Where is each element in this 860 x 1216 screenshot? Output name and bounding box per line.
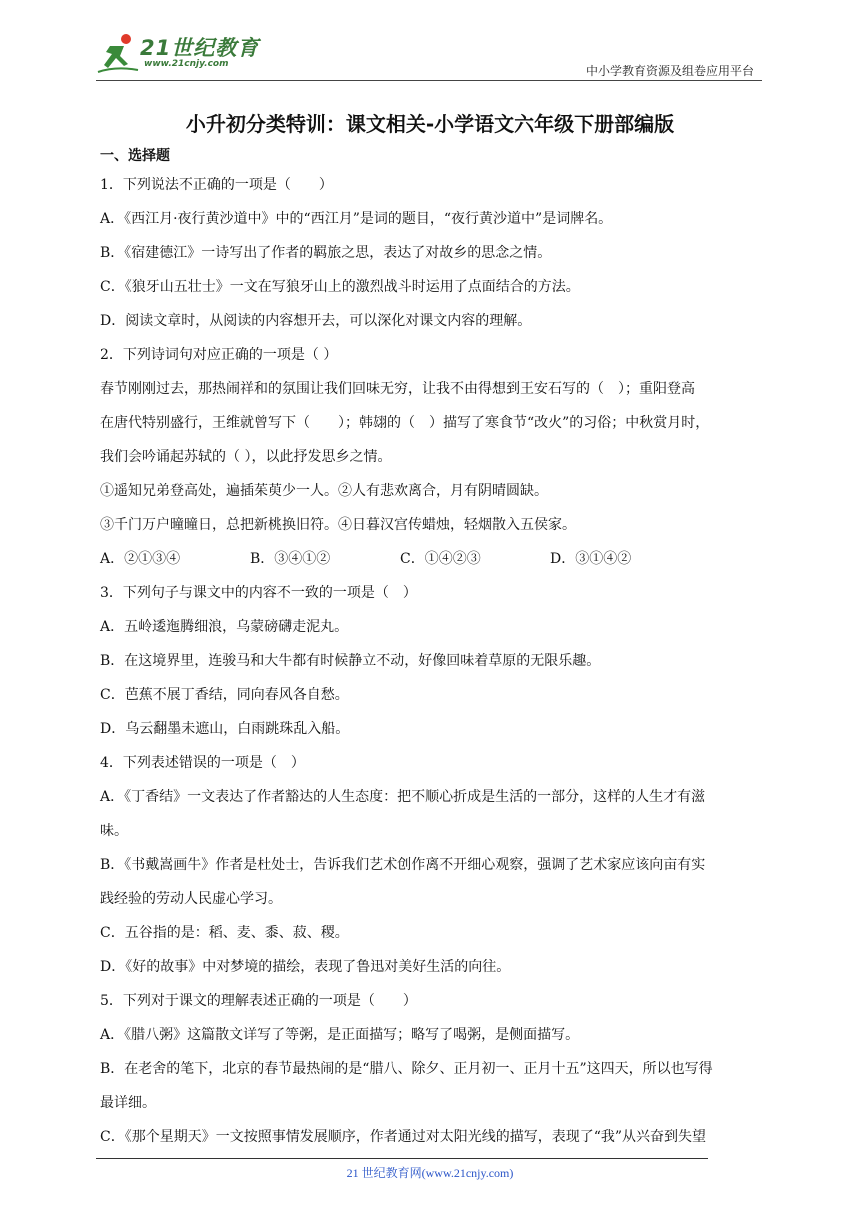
document-body xyxy=(100,144,766,1154)
header-divider xyxy=(96,80,762,81)
q2-options xyxy=(100,542,766,576)
text-line: B．《宿建德江》一诗写出了作者的羁旅之思，表达了对故乡的思念之情。 xyxy=(100,245,552,261)
text-line: 践经验的劳动人民虚心学习。 xyxy=(100,891,282,907)
logo-url: www.21cnjy.com xyxy=(144,59,229,69)
option-a: A．②①③④ xyxy=(100,551,181,567)
text-line: 我们会吟诵起苏轼的（ ），以此抒发思乡之情。 xyxy=(100,449,392,465)
text-line: A．《腊八粥》这篇散文详写了等粥，是正面描写；略写了喝粥，是侧面描写。 xyxy=(100,1027,580,1043)
platform-name: 中小学教育资源及组卷应用平台 xyxy=(585,64,754,78)
option-c: C．①④②③ xyxy=(400,551,481,567)
option-d: D．③①④② xyxy=(550,551,632,567)
option-b: B．③④①② xyxy=(250,551,331,567)
text-line: D．阅读文章时，从阅读的内容想开去，可以深化对课文内容的理解。 xyxy=(100,313,532,329)
text-line: 味。 xyxy=(100,823,128,839)
text-line: C．五谷指的是：稻、麦、黍、菽、稷。 xyxy=(100,925,349,941)
page-header xyxy=(96,28,762,82)
text-line: A．《丁香结》一文表达了作者豁达的人生态度：把不顺心折成是生活的一部分，这样的人生才有滋 xyxy=(100,789,706,805)
footer-divider xyxy=(96,1158,708,1159)
runner-logo-icon xyxy=(96,32,140,76)
text-line: 2．下列诗词句对应正确的一项是（ ） xyxy=(100,347,338,363)
text-line: A．五岭逶迤腾细浪，乌蒙磅礴走泥丸。 xyxy=(100,619,349,635)
text-line: 4．下列表述错误的一项是（ ） xyxy=(100,755,305,771)
text-line: C．《那个星期天》一文按照事情发展顺序，作者通过对太阳光线的描写，表现了“我”从兴奋到失望 xyxy=(100,1129,707,1145)
footer-link[interactable]: 21 世纪教育网(www.21cnjy.com) xyxy=(346,1166,514,1180)
text-line: 3．下列句子与课文中的内容不一致的一项是（ ） xyxy=(100,585,417,601)
section-heading: 一、选择题 xyxy=(100,148,170,164)
text-line: 1．下列说法不正确的一项是（ ） xyxy=(100,177,333,193)
text-line: C．《狼牙山五壮士》一文在写狼牙山上的激烈战斗时运用了点面结合的方法。 xyxy=(100,279,580,295)
text-line: ①遥知兄弟登高处，遍插茱萸少一人。②人有悲欢离合，月有阴晴圆缺。 xyxy=(100,483,548,499)
text-line: D．《好的故事》中对梦境的描绘，表现了鲁迅对美好生活的向往。 xyxy=(100,959,511,975)
text-line: 5．下列对于课文的理解表述正确的一项是（ ） xyxy=(100,993,417,1009)
text-line: ③千门万户曈曈日，总把新桃换旧符。④日暮汉宫传蜡烛，轻烟散入五侯家。 xyxy=(100,517,576,533)
document-title: 小升初分类特训：课文相关-小学语文六年级下册部编版 xyxy=(185,112,675,136)
text-line: D．乌云翻墨未遮山，白雨跳珠乱入船。 xyxy=(100,721,350,737)
text-line: 在唐代特别盛行，王维就曾写下（ ）；韩翃的（ ）描写了寒食节“改火”的习俗；中秋赏月时， xyxy=(100,415,710,431)
text-line: C．芭蕉不展丁香结，同向春风各自愁。 xyxy=(100,687,349,703)
text-line: 最详细。 xyxy=(100,1095,156,1111)
logo xyxy=(96,32,296,78)
text-line: 春节刚刚过去，那热闹祥和的氛围让我们回味无穷，让我不由得想到王安石写的（ ）；重阳登高 xyxy=(100,381,695,397)
text-line: B．在这境界里，连骏马和大牛都有时候静立不动，好像回味着草原的无限乐趣。 xyxy=(100,653,601,669)
text-line: B．在老舍的笔下，北京的春节最热闹的是“腊八、除夕、正月初一、正月十五”这四天，所以也写得 xyxy=(100,1061,713,1077)
text-line: B．《书戴嵩画牛》作者是杜处士，告诉我们艺术创作离不开细心观察，强调了艺术家应该向亩有实 xyxy=(100,857,706,873)
logo-text: 21世纪教育 xyxy=(140,36,260,60)
text-line: A．《西江月·夜行黄沙道中》中的“西江月”是词的题目，“夜行黄沙道中”是词牌名。 xyxy=(100,211,613,227)
